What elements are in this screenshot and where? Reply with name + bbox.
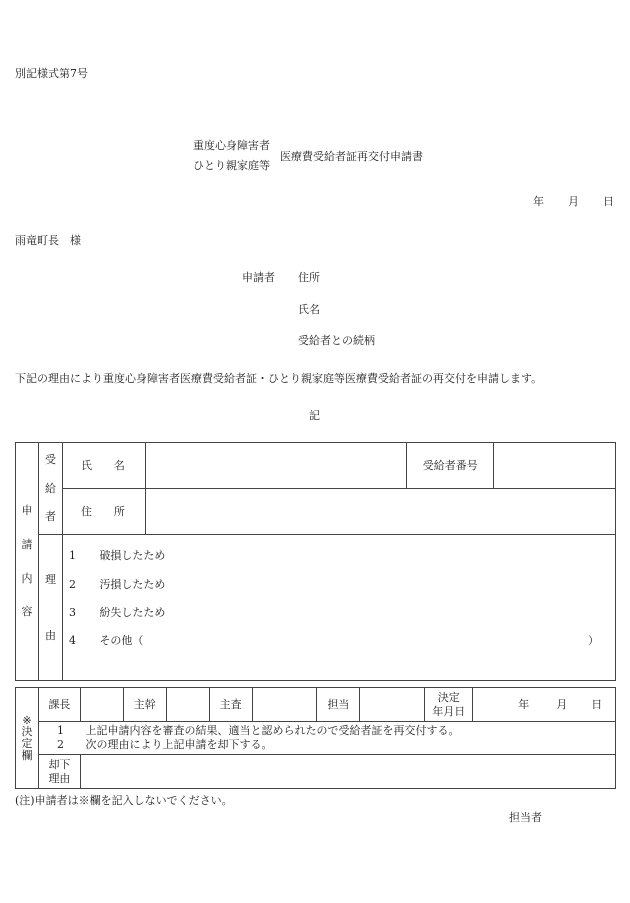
decision-side-char-3: 定 bbox=[21, 737, 33, 750]
date-day: 日 bbox=[603, 195, 614, 208]
applicant-address-label: 住所 bbox=[298, 271, 320, 284]
role-tanto-label: 担当 bbox=[317, 688, 360, 722]
name-field[interactable] bbox=[145, 443, 406, 489]
reason-label bbox=[38, 535, 62, 681]
decision-table bbox=[15, 687, 616, 789]
reason-1[interactable] bbox=[69, 549, 166, 563]
reason-2-text: 汚損したため bbox=[99, 578, 166, 591]
role-shukan-label: 主幹 bbox=[123, 688, 166, 722]
reason-3-text: 紛失したため bbox=[99, 606, 166, 619]
reason-4[interactable] bbox=[69, 634, 144, 648]
role-shukan-stamp[interactable] bbox=[166, 688, 209, 722]
role-shusa-label: 主査 bbox=[209, 688, 252, 722]
reason-3-num: 3 bbox=[68, 606, 76, 619]
reason-char-2: 由 bbox=[44, 628, 56, 642]
decision-date-label-1: 決定 bbox=[437, 690, 460, 704]
decision-month: 月 bbox=[556, 697, 568, 711]
decision-2[interactable] bbox=[57, 738, 615, 752]
reason-2[interactable] bbox=[69, 578, 166, 592]
side-char-1: 申 bbox=[21, 504, 33, 517]
name-label: 氏 名 bbox=[62, 443, 145, 489]
decision-2-text: 次の理由により上記申請を却下する。 bbox=[85, 738, 273, 751]
rejection-label-2: 理由 bbox=[48, 771, 71, 785]
recipient-char-3: 者 bbox=[44, 510, 56, 524]
ki-heading: 記 bbox=[309, 409, 320, 422]
side-char-2: 請 bbox=[21, 537, 33, 551]
decision-day: 日 bbox=[591, 697, 603, 711]
role-shusa-stamp[interactable] bbox=[252, 688, 317, 722]
decision-1-text: 上記申請内容を審査の結果、適当と認められたので受給者証を再交付する。 bbox=[85, 723, 460, 737]
decision-date-field[interactable] bbox=[473, 688, 616, 722]
role-tanto-stamp[interactable] bbox=[360, 688, 425, 722]
addressee: 雨竜町長 様 bbox=[15, 234, 81, 247]
role-kacho-stamp[interactable] bbox=[80, 688, 123, 722]
reason-2-num: 2 bbox=[68, 578, 76, 591]
decision-date-label-2: 年月日 bbox=[432, 704, 466, 718]
date-year: 年 bbox=[533, 195, 544, 208]
decision-1-num: 1 bbox=[56, 723, 64, 737]
rejection-reason-label bbox=[38, 755, 80, 789]
application-side-label bbox=[16, 443, 39, 681]
decision-side-char-4: 欄 bbox=[21, 748, 33, 762]
statement: 下記の理由により重度心身障害者医療費受給者証・ひとり親家庭等医療費受給者証の再交付を申請します。 bbox=[15, 372, 543, 385]
recipient-char-2: 給 bbox=[44, 481, 56, 495]
side-char-4: 容 bbox=[21, 605, 33, 619]
role-kacho-label: 課長 bbox=[38, 688, 80, 722]
reasons-cell bbox=[62, 535, 615, 681]
reason-3[interactable] bbox=[69, 606, 166, 620]
form-number: 別記様式第7号 bbox=[15, 67, 88, 80]
page-title: 医療費受給者証再交付申請書 bbox=[280, 150, 423, 163]
reason-char-1: 理 bbox=[44, 572, 56, 586]
reason-4-close: ） bbox=[588, 634, 599, 647]
staff-label: 担当者 bbox=[509, 811, 542, 824]
decision-side-char-1: ※ bbox=[22, 713, 32, 727]
reason-1-num: 1 bbox=[68, 549, 76, 562]
recipient-char-1: 受 bbox=[44, 452, 56, 466]
decision-side-label bbox=[16, 688, 39, 789]
applicant-relation-label: 受給者との続柄 bbox=[298, 334, 375, 347]
applicant-label: 申請者 bbox=[242, 271, 275, 284]
rejection-label-1: 却下 bbox=[48, 757, 71, 771]
side-char-3: 内 bbox=[21, 571, 33, 585]
recipient-label bbox=[38, 443, 62, 535]
decision-options bbox=[38, 722, 615, 755]
decision-side-char-2: 決 bbox=[21, 725, 33, 739]
date-month: 月 bbox=[568, 195, 579, 208]
title-prefix-line1: 重度心身障害者 bbox=[193, 139, 270, 152]
reason-1-text: 破損したため bbox=[99, 549, 166, 562]
reason-4-num: 4 bbox=[68, 634, 76, 647]
recipient-number-field[interactable] bbox=[494, 443, 616, 489]
decision-2-num: 2 bbox=[56, 738, 64, 751]
address-label: 住 所 bbox=[62, 489, 145, 535]
rejection-reason-field[interactable] bbox=[80, 755, 615, 789]
address-field[interactable] bbox=[145, 489, 615, 535]
decision-date-label bbox=[425, 688, 473, 722]
note: (注)申請者は※欄を記入しないでください。 bbox=[15, 794, 233, 807]
decision-1[interactable] bbox=[57, 724, 615, 738]
title-prefix-line2: ひとり親家庭等 bbox=[193, 159, 270, 172]
decision-year: 年 bbox=[518, 697, 530, 711]
recipient-number-label: 受給者番号 bbox=[407, 443, 494, 489]
reason-4-text: その他（ bbox=[99, 634, 144, 647]
application-table bbox=[15, 442, 616, 681]
applicant-name-label: 氏名 bbox=[298, 303, 320, 316]
